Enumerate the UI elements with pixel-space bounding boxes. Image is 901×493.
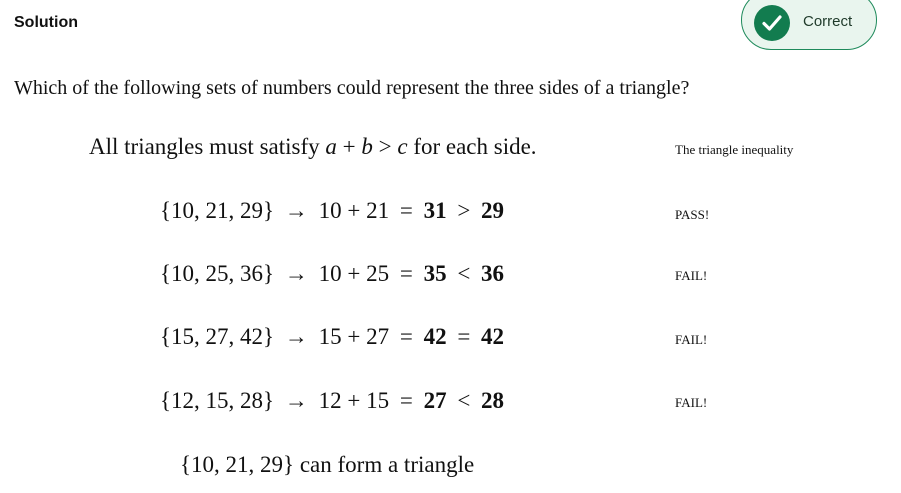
row-sum: 31 bbox=[423, 198, 447, 223]
question-text: Which of the following sets of numbers could represent the three sides of a triangle? bbox=[14, 77, 690, 99]
rule-suffix: for each side. bbox=[413, 134, 537, 159]
row-set: {15, 27, 42} bbox=[160, 324, 275, 349]
row-eq: = bbox=[399, 388, 413, 413]
row-result: FAIL! bbox=[675, 395, 708, 410]
row-sum: 27 bbox=[423, 388, 447, 413]
row-eq: = bbox=[399, 261, 413, 286]
row-set: {10, 25, 36} bbox=[160, 261, 275, 286]
row-cmp: < bbox=[457, 388, 471, 413]
conclusion-text: can form a triangle bbox=[299, 452, 475, 477]
conclusion-set: {10, 21, 29} bbox=[180, 452, 295, 477]
row-result: FAIL! bbox=[675, 332, 708, 347]
rule-var-a: a bbox=[325, 134, 337, 159]
conclusion bbox=[180, 452, 474, 478]
rule-var-b: b bbox=[361, 134, 373, 159]
row-lhs: 10 + 25 bbox=[318, 261, 390, 286]
rule-note: The triangle inequality bbox=[675, 142, 794, 157]
triangle-rule bbox=[89, 134, 537, 160]
rule-var-c: c bbox=[397, 134, 408, 159]
rule-plus: + bbox=[342, 134, 356, 159]
row-lhs: 12 + 15 bbox=[318, 388, 390, 413]
row-sum: 35 bbox=[423, 261, 447, 286]
check-icon bbox=[754, 5, 790, 41]
row-arrow: → bbox=[284, 198, 308, 223]
rule-prefix: All triangles must satisfy bbox=[89, 134, 320, 159]
row-side: 28 bbox=[481, 388, 505, 413]
correct-label: Correct bbox=[803, 13, 853, 30]
row-arrow: → bbox=[284, 324, 308, 349]
row-lhs: 10 + 21 bbox=[318, 198, 390, 223]
row-side: 29 bbox=[481, 198, 505, 223]
correct-badge bbox=[741, 0, 877, 50]
equation-row bbox=[160, 324, 504, 350]
row-side: 36 bbox=[481, 261, 505, 286]
equation-row bbox=[160, 388, 504, 414]
rule-gt: > bbox=[378, 134, 392, 159]
row-set: {12, 15, 28} bbox=[160, 388, 275, 413]
row-sum: 42 bbox=[423, 324, 447, 349]
row-eq: = bbox=[399, 198, 413, 223]
row-result: FAIL! bbox=[675, 268, 708, 283]
equation-row bbox=[160, 198, 504, 224]
row-eq: = bbox=[399, 324, 413, 349]
row-cmp: = bbox=[457, 324, 471, 349]
row-side: 42 bbox=[481, 324, 505, 349]
row-lhs: 15 + 27 bbox=[318, 324, 390, 349]
solution-heading: Solution bbox=[14, 14, 78, 31]
row-result: PASS! bbox=[675, 207, 710, 222]
row-arrow: → bbox=[284, 261, 308, 286]
row-cmp: > bbox=[457, 198, 471, 223]
row-cmp: < bbox=[457, 261, 471, 286]
row-set: {10, 21, 29} bbox=[160, 198, 275, 223]
equation-row bbox=[160, 261, 504, 287]
row-arrow: → bbox=[284, 388, 308, 413]
